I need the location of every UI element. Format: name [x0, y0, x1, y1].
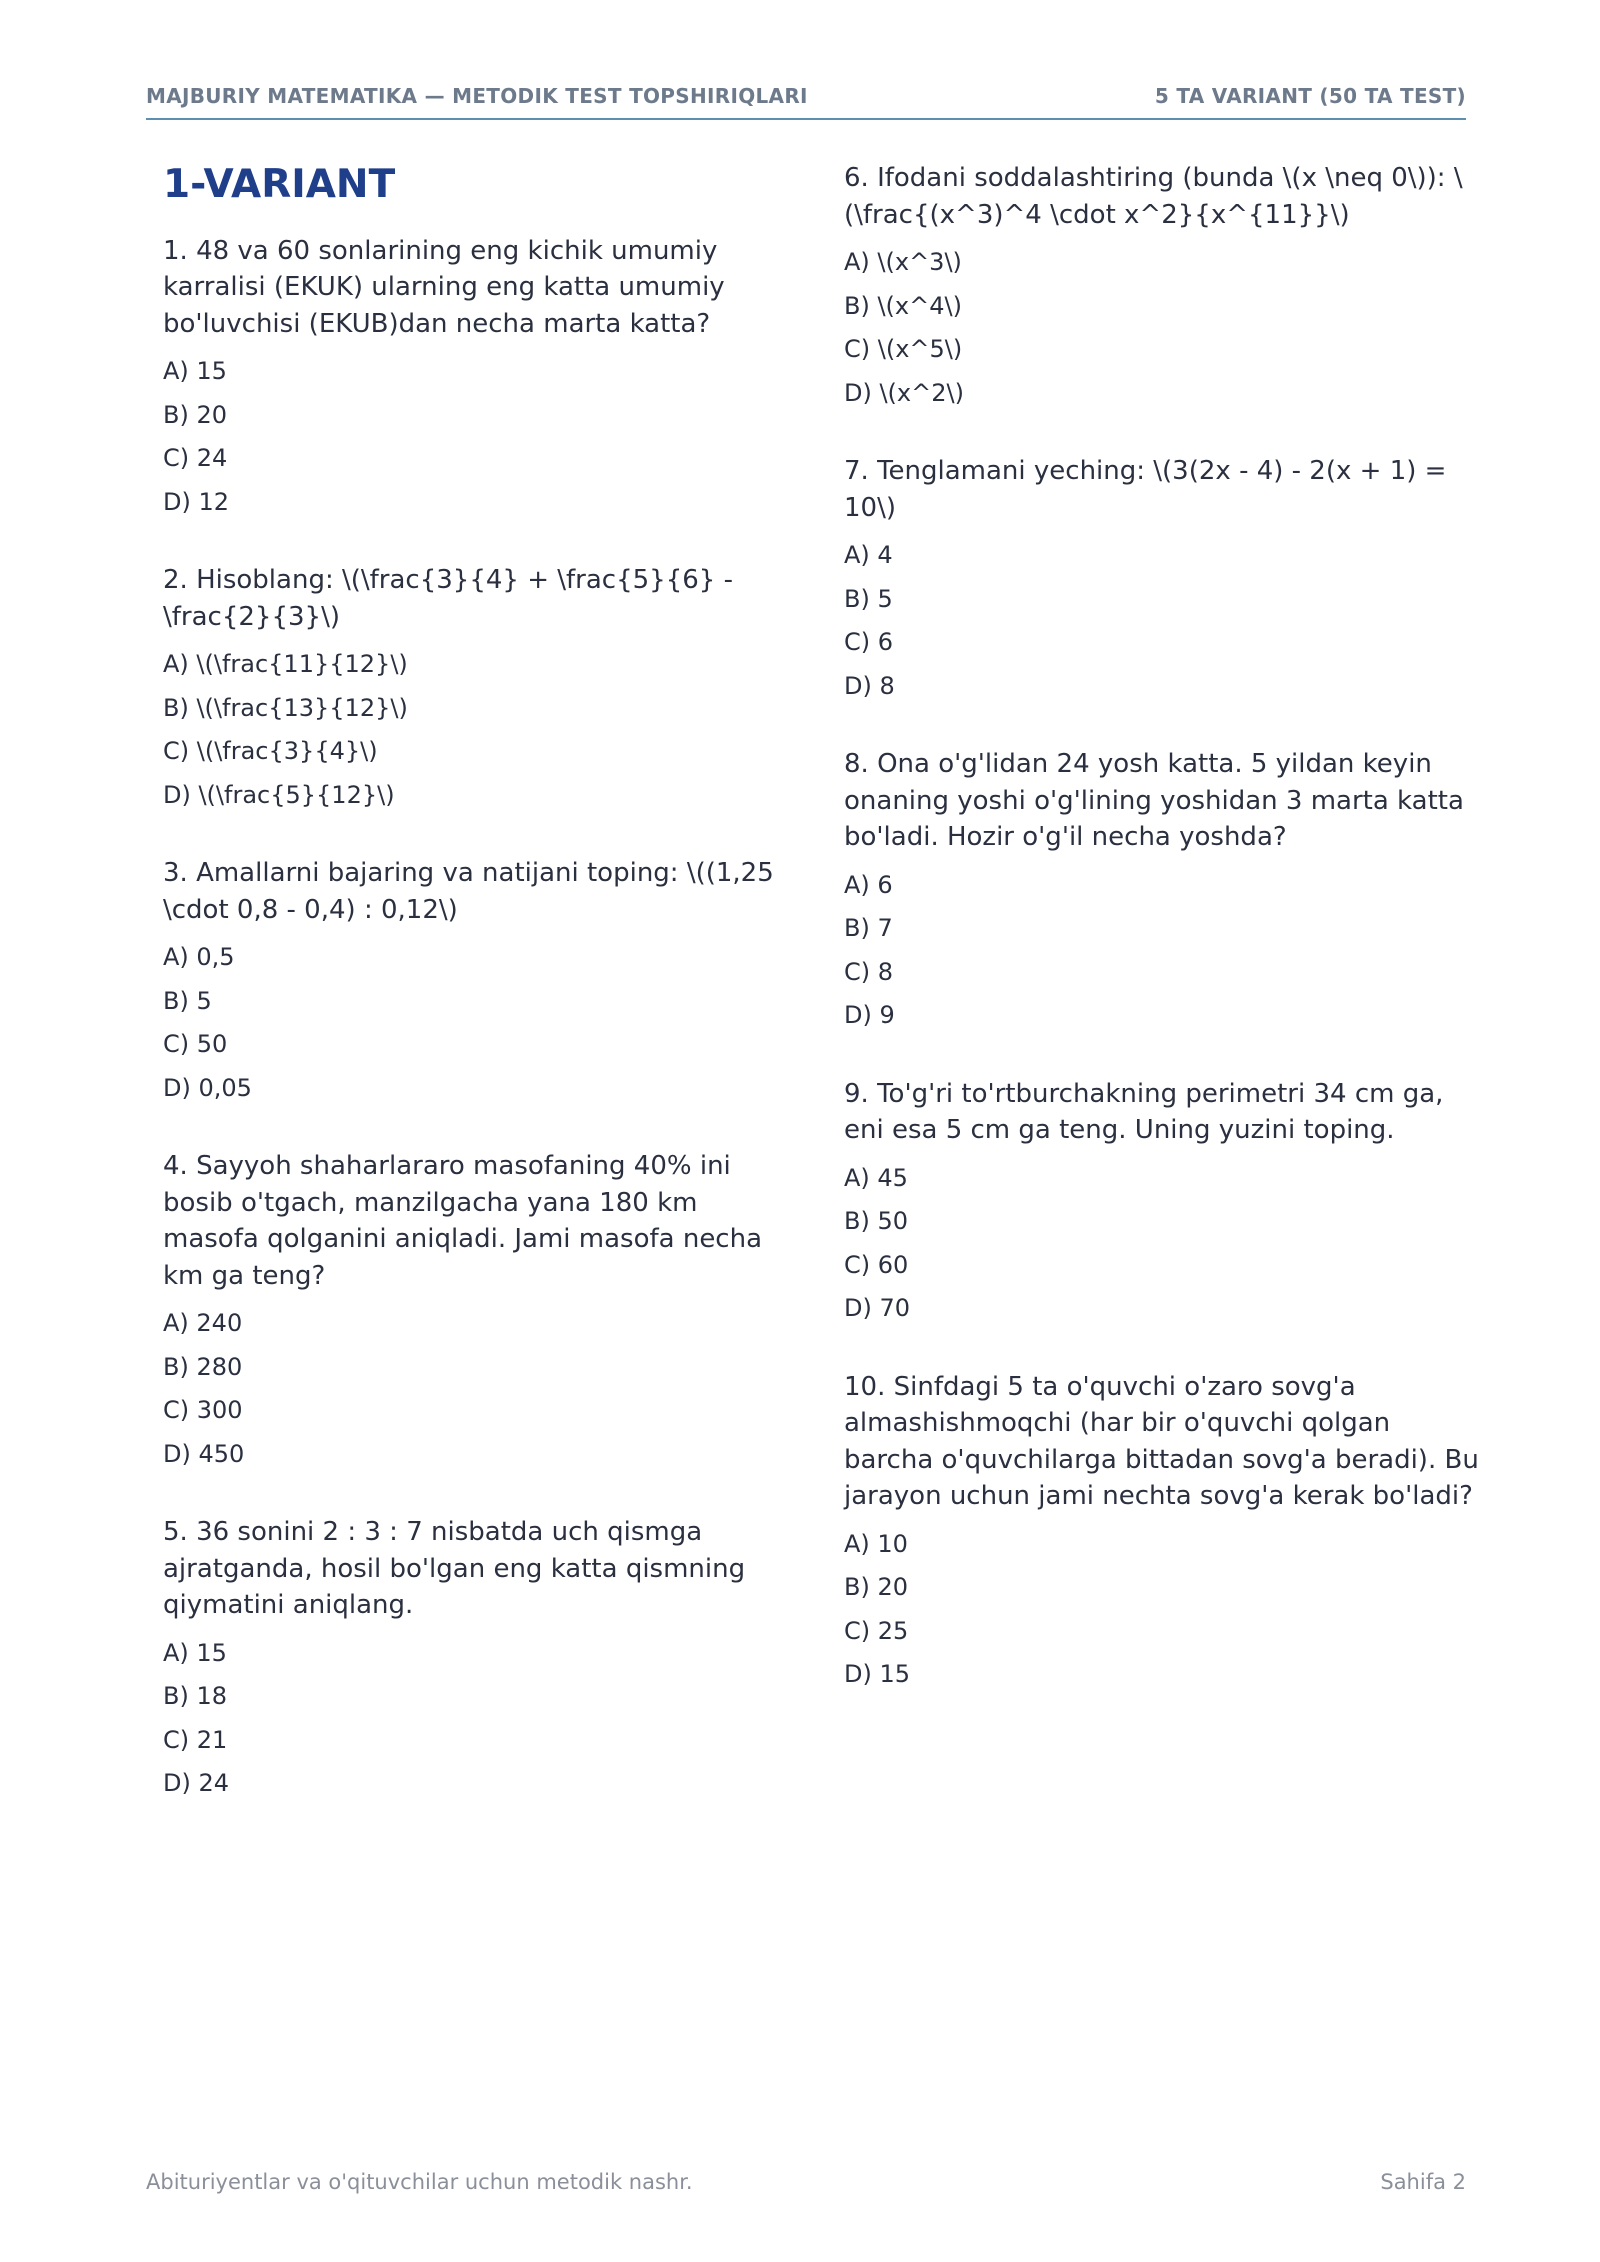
option-b: B) 7 — [844, 914, 893, 942]
question-text: 1. 48 va 60 sonlarining eng kichik umumiy karralisi (EKUK) ularning eng katta umumiy bo'luvchisi (EKUB)dan necha marta katta? — [163, 235, 725, 339]
option-b: B) \(\frac{13}{12}\) — [163, 693, 408, 722]
option-d: D) 70 — [844, 1294, 911, 1322]
left-column — [163, 160, 783, 1844]
option-d: D) 12 — [163, 487, 230, 516]
option-a: A) \(x^3\) — [844, 248, 962, 276]
question-text: 3. Amallarni bajaring va natijani toping: \((1,25 \cdot 0,8 - 0,4) : 0,12\) — [163, 858, 774, 925]
right-column — [844, 160, 1484, 1735]
question-1 — [163, 233, 783, 525]
option-b: B) 5 — [844, 584, 893, 613]
question-9 — [844, 1076, 1484, 1331]
question-2 — [163, 562, 783, 817]
question-8 — [844, 746, 1484, 1038]
question-7 — [844, 453, 1484, 708]
option-d: D) \(x^2\) — [844, 378, 964, 407]
option-d: D) 15 — [844, 1660, 911, 1688]
option-b: B) 20 — [844, 1573, 908, 1601]
option-d: D) 0,05 — [163, 1073, 252, 1102]
question-text: 10. Sinfdagi 5 ta o'quvchi o'zaro sovg'a almashishmoqchi (har bir o'quvchi qolgan barcha o'quvchilarga bittadan sovg'a beradi). Bu jarayon uchun jami nechta sovg'a kerak bo'ladi? — [844, 1371, 1479, 1511]
option-d: D) 8 — [844, 671, 895, 700]
question-text: 9. To'g'ri to'rtburchakning perimetri 34 cm ga, eni esa 5 cm ga teng. Uning yuzini toping. — [844, 1078, 1444, 1145]
option-c: C) 300 — [163, 1396, 243, 1425]
option-a: A) 15 — [163, 357, 227, 386]
option-c: C) \(x^5\) — [844, 335, 963, 363]
option-b: B) 5 — [163, 986, 212, 1015]
option-a: A) 15 — [163, 1638, 227, 1667]
option-b: B) 18 — [163, 1682, 227, 1711]
header-title: MAJBURIY MATEMATIKA — METODIK TEST TOPSHIRIQLARI — [146, 84, 808, 108]
option-b: B) \(x^4\) — [844, 291, 962, 320]
question-6 — [844, 160, 1484, 415]
footer-note: Abituriyentlar va o'qituvchilar uchun metodik nashr. — [146, 2170, 693, 2194]
option-c: C) 50 — [163, 1030, 228, 1059]
option-b: B) 50 — [844, 1207, 908, 1235]
option-a: A) 240 — [163, 1309, 243, 1338]
option-c: C) 60 — [844, 1250, 909, 1279]
option-a: A) 0,5 — [163, 943, 235, 972]
option-b: B) 20 — [163, 400, 227, 429]
page-header — [146, 84, 1466, 120]
option-a: A) 4 — [844, 541, 893, 569]
question-10 — [844, 1369, 1484, 1697]
question-text: 5. 36 sonini 2 : 3 : 7 nisbatda uch qismga ajratganda, hosil bo'lgan eng katta qismning qiymatini aniqlang. — [163, 1517, 746, 1621]
question-4 — [163, 1148, 783, 1476]
option-a: A) 6 — [844, 870, 893, 899]
option-c: C) 6 — [844, 628, 894, 656]
page-number: Sahifa 2 — [1380, 2170, 1466, 2194]
question-3 — [163, 855, 783, 1110]
header-subtitle: 5 TA VARIANT (50 TA TEST) — [1154, 84, 1466, 108]
option-c: C) 25 — [844, 1616, 909, 1645]
option-a: A) 10 — [844, 1529, 908, 1558]
option-c: C) \(\frac{3}{4}\) — [163, 737, 378, 766]
option-d: D) 9 — [844, 1001, 895, 1029]
option-a: A) 45 — [844, 1163, 908, 1192]
variant-title: 1-VARIANT — [163, 162, 396, 207]
option-b: B) 280 — [163, 1352, 243, 1381]
question-text: 2. Hisoblang: \(\frac{3}{4} + \frac{5}{6} - \frac{2}{3}\) — [163, 565, 733, 632]
question-5 — [163, 1514, 783, 1806]
option-c: C) 8 — [844, 957, 894, 986]
page-footer — [146, 2170, 1466, 2194]
question-text: 4. Sayyoh shaharlararo masofaning 40% ini bosib o'tgach, manzilgacha yana 180 km masofa qolganini aniqladi. Jami masofa necha km ga teng? — [163, 1151, 763, 1291]
option-d: D) \(\frac{5}{12}\) — [163, 780, 395, 809]
option-a: A) \(\frac{11}{12}\) — [163, 650, 408, 679]
option-c: C) 24 — [163, 444, 228, 473]
option-d: D) 24 — [163, 1769, 230, 1798]
option-d: D) 450 — [163, 1439, 245, 1468]
question-text: 6. Ifodani soddalashtiring (bunda \(x \neq 0\)): \(\frac{(x^3)^4 \cdot x^2}{x^{11}}\) — [844, 163, 1463, 230]
option-c: C) 21 — [163, 1725, 228, 1754]
question-text: 8. Ona o'g'lidan 24 yosh katta. 5 yildan keyin onaning yoshi o'g'lining yoshidan 3 marta katta bo'ladi. Hozir o'g'il necha yoshda? — [844, 749, 1464, 852]
question-text: 7. Tenglamani yeching: \(3(2x - 4) - 2(x + 1) = 10\) — [844, 456, 1447, 523]
